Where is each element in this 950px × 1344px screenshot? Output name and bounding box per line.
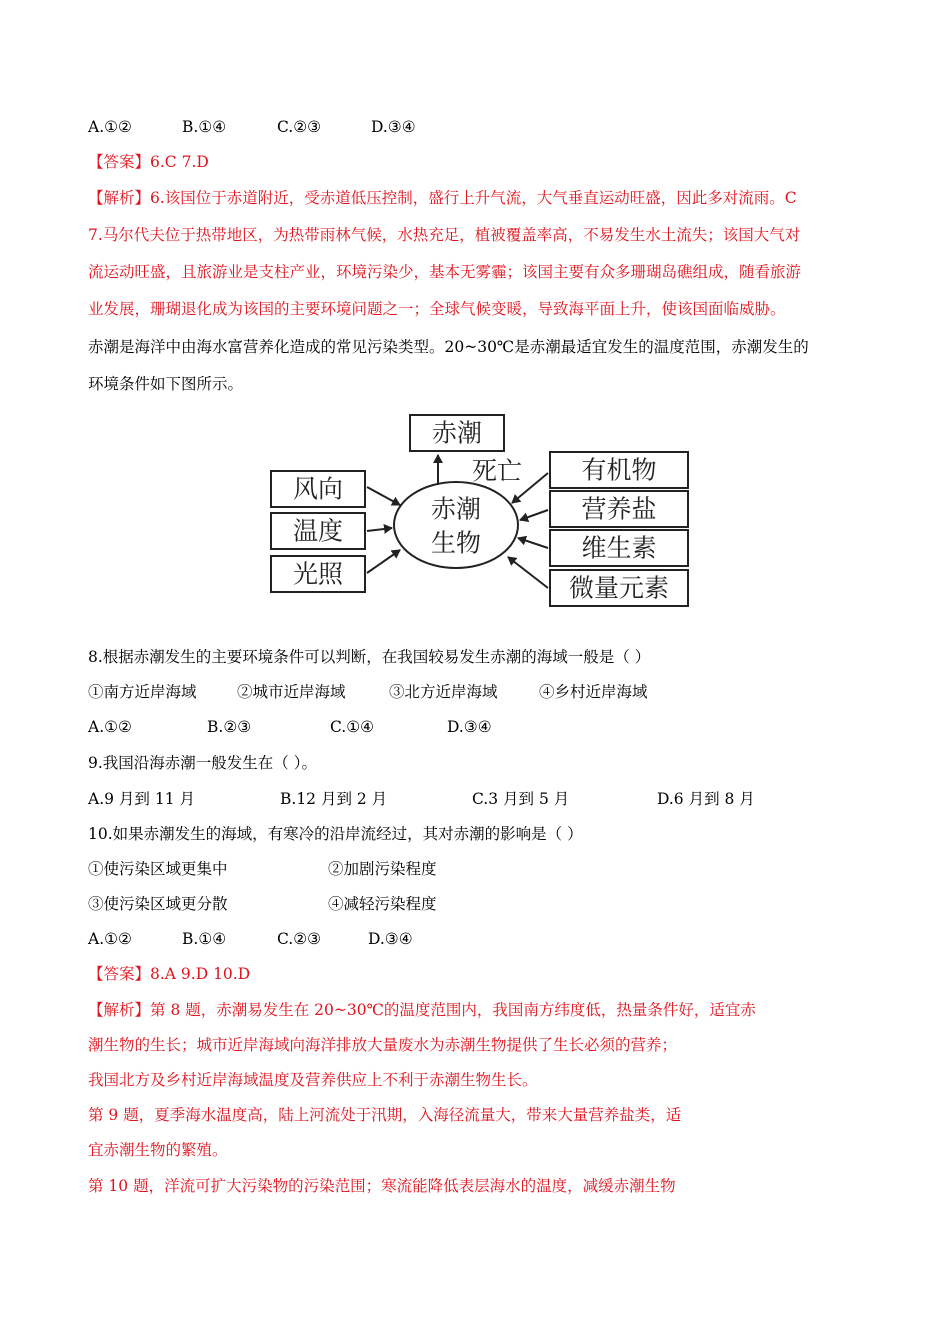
analysis-1-line-2: 7.马尔代夫位于热带地区，为热带雨林气候，水热充足，植被覆盖率高，不易发生水土流失；该国大气对 — [88, 226, 801, 244]
answer-2-label: 【答案】 — [88, 965, 151, 983]
q8-option-d: D.③④ — [447, 718, 492, 736]
death-label: 死亡 — [471, 456, 523, 486]
analysis-2-label: 【解析】 — [88, 1001, 151, 1019]
q10-option-c: C.②③ — [277, 930, 322, 948]
vitamin-label: 维生素 — [581, 533, 657, 563]
answer-2-text: 8.A 9.D 10.D — [150, 965, 251, 983]
q8-stem: 8.根据赤潮发生的主要环境条件可以判断，在我国较易发生赤潮的海域一般是（ ） — [88, 648, 651, 666]
q8-option-b: B.②③ — [207, 718, 252, 736]
analysis-2-line-5: 宜赤潮生物的繁殖。 — [88, 1141, 228, 1159]
analysis-2-line-6: 第 10 题，洋流可扩大污染物的污染范围；寒流能降低表层海水的温度，减缓赤潮生物 — [88, 1177, 676, 1195]
q7-option-b: B.①④ — [182, 118, 227, 136]
analysis-2-line-2: 潮生物的生长；城市近岸海域向海洋排放大量废水为赤潮生物提供了生长必须的营养； — [88, 1036, 678, 1054]
trace-element-label: 微量元素 — [568, 573, 670, 603]
q10-stem: 10.如果赤潮发生的海域，有寒冷的沿岸流经过，其对赤潮的影响是（ ） — [88, 825, 583, 843]
vitamin-arrow — [518, 538, 548, 548]
analysis-2-line-1 — [88, 1000, 756, 1020]
q8-item-2: ②城市近岸海域 — [237, 683, 346, 701]
analysis-2-line-4: 第 9 题，夏季海水温度高，陆上河流处于汛期，入海径流量大，带来大量营养盐类，适 — [88, 1106, 682, 1124]
temperature-label: 温度 — [292, 516, 344, 546]
wind-direction-label: 风向 — [292, 474, 344, 504]
red-tide-conditions-diagram — [260, 405, 700, 615]
answer-8-10 — [88, 964, 250, 984]
nutrient-arrow — [520, 510, 548, 520]
wind-arrow — [367, 487, 400, 505]
q8-item-4: ④乡村近岸海域 — [539, 683, 648, 701]
q10-item-3: ③使污染区域更分散 — [88, 895, 228, 913]
light-label: 光照 — [292, 559, 344, 589]
q10-item-1: ①使污染区域更集中 — [88, 860, 228, 878]
analysis-2-text-1: 第 8 题，赤潮易发生在 20~30℃的温度范围内，我国南方纬度低，热量条件好，适宜赤 — [150, 1001, 756, 1019]
analysis-1-line-3: 流运动旺盛，且旅游业是支柱产业，环境污染少，基本无雾霾；该国主要有众多珊瑚岛礁组成，随看旅游 — [88, 263, 802, 281]
analysis-2-line-3: 我国北方及乡村近岸海域温度及营养供应上不利于赤潮生物生长。 — [88, 1071, 538, 1089]
q9-stem: 9.我国沿海赤潮一般发生在（ ）。 — [88, 754, 317, 772]
q10-option-b: B.①④ — [182, 930, 227, 948]
q10-option-a: A.①② — [88, 930, 132, 948]
analysis-label: 【解析】 — [88, 189, 151, 207]
trace-arrow — [508, 557, 548, 588]
q9-option-c: C.3 月到 5 月 — [472, 790, 570, 808]
q8-item-3: ③北方近岸海域 — [389, 683, 498, 701]
analysis-1-line-4: 业发展，珊瑚退化成为该国的主要环境问题之一；全球气候变暖，导致海平面上升，使该国面临威胁。 — [88, 300, 786, 318]
q8-option-c: C.①④ — [330, 718, 375, 736]
answer-text: 6.C 7.D — [150, 153, 209, 171]
q7-option-c: C.②③ — [277, 118, 322, 136]
q9-option-a: A.9 月到 11 月 — [88, 790, 195, 808]
intro-line-2: 环境条件如下图所示。 — [88, 375, 244, 393]
red-tide-box-label: 赤潮 — [431, 418, 483, 448]
temperature-arrow — [367, 528, 392, 531]
center-label-2: 生物 — [430, 528, 482, 558]
q8-option-a: A.①② — [88, 718, 132, 736]
center-label-1: 赤潮 — [430, 494, 482, 524]
answer-6-7 — [88, 152, 209, 172]
nutrient-salt-label: 营养盐 — [581, 494, 657, 524]
intro-line-1: 赤潮是海洋中由海水富营养化造成的常见污染类型。20~30℃是赤潮最适宜发生的温度范围，赤潮发生的 — [88, 338, 809, 356]
light-arrow — [367, 550, 400, 573]
q7-option-d: D.③④ — [371, 118, 416, 136]
q8-item-1: ①南方近岸海域 — [88, 683, 197, 701]
analysis-1-line-1 — [88, 188, 797, 208]
organic-matter-label: 有机物 — [581, 455, 657, 485]
q10-item-4: ④减轻污染程度 — [328, 895, 437, 913]
analysis-1-text-1: 6.该国位于赤道附近，受赤道低压控制，盛行上升气流，大气垂直运动旺盛，因此多对流雨。C — [150, 189, 797, 207]
answer-label: 【答案】 — [88, 153, 151, 171]
q10-item-2: ②加剧污染程度 — [328, 860, 437, 878]
q7-option-a: A.①② — [88, 118, 132, 136]
q10-option-d: D.③④ — [368, 930, 413, 948]
q9-option-d: D.6 月到 8 月 — [657, 790, 755, 808]
q9-option-b: B.12 月到 2 月 — [280, 790, 388, 808]
